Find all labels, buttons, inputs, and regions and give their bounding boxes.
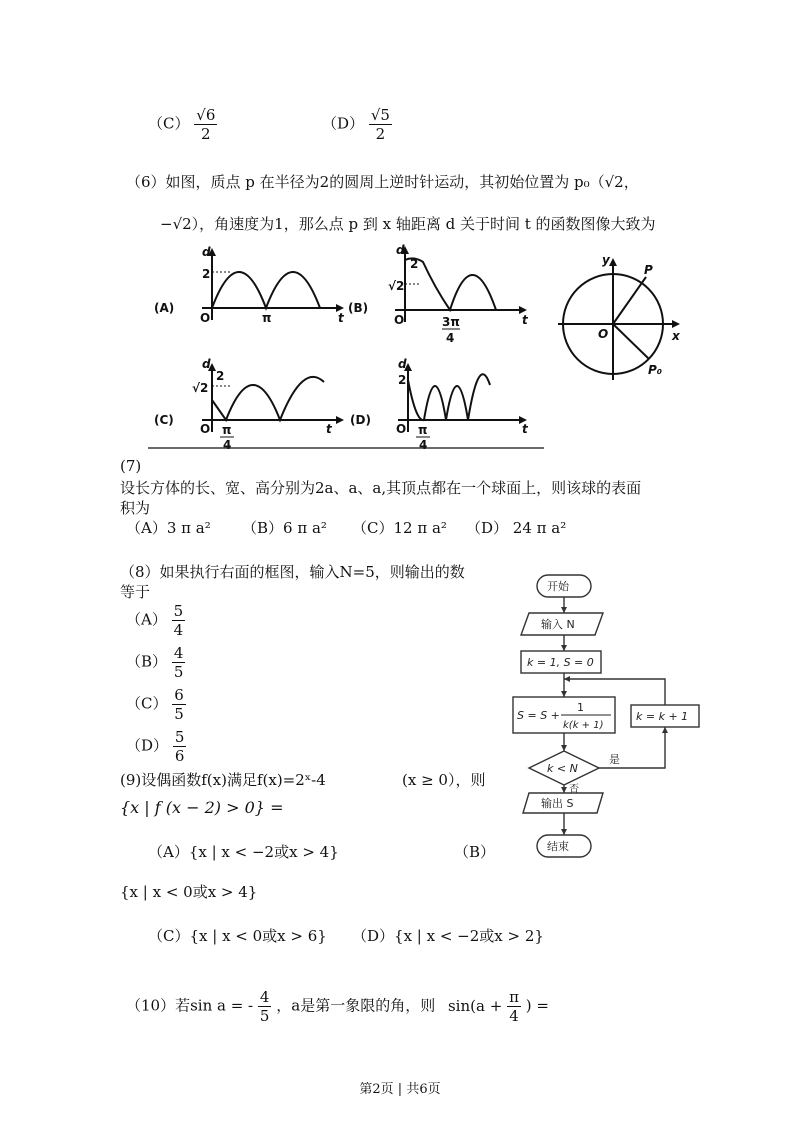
q8-option-d-label: （D） [126,736,169,755]
flow-increment-text: k = k + 1 [636,710,689,723]
q10-fraction-numerator: 4 [259,988,270,1006]
graph-c-origin: O [200,422,211,436]
q8-option-b-numerator: 4 [173,644,184,662]
graph-d-curve [408,374,490,420]
q5-option-c-denominator: 2 [201,125,211,143]
graph-d-t-label: t [522,422,528,436]
graph-a-tick-2: 2 [202,267,211,281]
q8-option-d-numerator: 5 [174,728,185,746]
graph-b-tick-den: 4 [446,331,455,345]
q8-option-a-numerator: 5 [173,602,184,620]
graph-a-t-label: t [338,311,344,325]
flow-end-text: 结束 [547,840,569,853]
graph-b-d-label: d [396,243,405,257]
graph-b-label: (B) [348,301,369,315]
graph-d-tick-den: 4 [419,438,428,452]
q8-option-c [126,686,186,723]
flow-yes-label: 是 [609,753,620,766]
q9-text-left: (9)设偶函数f(x)满足f(x)=2ˣ-4 [120,771,326,789]
q10-fraction [258,988,272,1025]
q8-option-b [126,644,185,681]
q8-option-c-denominator: 5 [174,705,184,723]
q8-text-line1: （8）如果执行右面的框图，输入N=5，则输出的数 [120,563,465,581]
q10-pi-numerator: π [509,988,519,1006]
flow-sum-denominator: k(k + 1) [563,720,604,731]
q8-option-c-fraction [172,686,186,723]
q10-pi-denominator: 4 [509,1007,519,1025]
graph-c-d-label: d [202,357,211,371]
graph-b-tick-num: 3π [442,315,460,329]
flow-start-text: 开始 [547,580,569,593]
q9-text-right: (x ≥ 0），则 [402,771,486,789]
q8-option-a [126,602,185,639]
q9-option-b-label: （B） [454,843,496,861]
q7-option-a: （A）3 π a² [126,519,211,537]
graph-c-t-label: t [326,422,332,436]
q9-option-a: （A）{x | x < −2或x > 4} [148,843,339,861]
q8-option-b-label: （B） [126,652,168,671]
q8-option-d-fraction [173,728,187,765]
graph-b-origin: O [394,313,405,327]
q6-text-line2: −√2），角速度为1，那么点 p 到 x 轴距离 d 关于时间 t 的函数图像大致为 [160,215,656,233]
q7-option-b: （B）6 π a² [242,519,327,537]
q5-option-d-numerator: √5 [370,106,390,124]
q8-option-b-fraction [172,644,186,681]
q8-option-c-label: （C） [126,694,168,713]
circle-x-label: x [672,329,680,343]
q6-figure [140,240,680,455]
q9-option-b: {x | x < 0或x > 4} [120,883,258,901]
q8-option-d [126,728,186,765]
q7-option-d: （D） 24 π a² [466,519,567,537]
graph-c-tick-den: 4 [223,438,232,452]
circle-y-label: y [602,253,610,267]
q8-option-a-fraction [172,602,186,639]
q10-pi-fraction [507,988,521,1025]
q5-option-d-label: （D） [322,114,365,133]
q7-number: (7) [120,457,142,475]
flow-init-text: k = 1, S = 0 [527,656,594,669]
q7-text-line2: 积为 [120,499,151,517]
circle-p-label: P [644,263,653,277]
radius-op0 [613,324,649,359]
circle-p0-label: P₀ [648,363,663,377]
q5-option-c-fraction [194,106,217,143]
q9-option-d: （D）{x | x < −2或x > 2} [352,927,544,945]
graph-a-tick-pi: π [262,311,272,325]
flow-output-text: 输出 S [541,797,574,810]
q10-fraction-denominator: 5 [259,1007,270,1025]
graph-c-tick-num: π [222,423,232,437]
q9-set-expression: {x | f (x − 2) > 0} = [120,798,284,817]
graph-a-origin: O [200,311,211,325]
q5-option-d-fraction [369,106,392,143]
q5-option-d [322,106,392,143]
graph-d-tick-num: π [418,423,428,437]
graph-c-tick-sqrt2: √2 [192,381,209,395]
graph-a-curve [212,272,320,308]
q7-option-c: （C）12 π a² [352,519,447,537]
graph-c-curve [212,377,324,420]
q5-option-d-denominator: 2 [375,125,386,143]
q9-option-c: （C）{x | x < 0或x > 6} [148,927,327,945]
graph-b-t-label: t [522,313,528,327]
radius-op [613,277,646,324]
q8-option-a-label: （A） [126,610,167,629]
circle-origin-label: O [598,327,609,341]
graph-b-tick-sqrt2: √2 [388,279,405,293]
graph-d-tick-2: 2 [398,373,407,387]
q10-middle: ，a是第一象限的角，则 [276,996,436,1015]
flow-sum-numerator: 1 [577,701,584,714]
q10-sin-right: ) = [525,996,549,1015]
q8-option-b-denominator: 5 [173,663,184,681]
flow-input-text: 输入 N [541,618,575,631]
q5-option-c-numerator: √6 [196,106,216,124]
flow-no-label: 否 [569,784,579,795]
q5-option-c-label: （C） [148,114,190,133]
graph-a-d-label: d [202,245,211,259]
graph-a-label: (A) [154,301,175,315]
graph-d-origin: O [396,422,407,436]
q7-text-line1: 设长方体的长、宽、高分别为2a、a、a,其顶点都在一个球面上，则该球的表面 [120,479,642,497]
flowchart [505,565,715,865]
flow-sum-text: S = S + [517,709,560,722]
q10-sin-left: sin(a + [447,996,503,1015]
q5-options [148,106,217,143]
q10-text [126,988,549,1025]
graph-c-tick-2: 2 [216,369,225,383]
graph-d-d-label: d [398,357,407,371]
graph-d-label: (D) [350,413,371,427]
q6-text-line1: （6）如图，质点 p 在半径为2的圆周上逆时针运动，其初始位置为 p₀（√2， [126,173,639,191]
q8-text-line2: 等于 [120,583,151,601]
q10-prefix: （10）若sin a = - [126,996,254,1015]
page-footer: 第2页 | 共6页 [359,1082,441,1097]
flow-condition-text: k < N [547,762,578,775]
q8-option-d-denominator: 6 [174,747,185,765]
q8-option-c-numerator: 6 [174,686,184,704]
graph-b-tick-2: 2 [410,257,419,271]
graph-c-label: (C) [154,413,174,427]
q8-option-a-denominator: 4 [173,621,184,639]
